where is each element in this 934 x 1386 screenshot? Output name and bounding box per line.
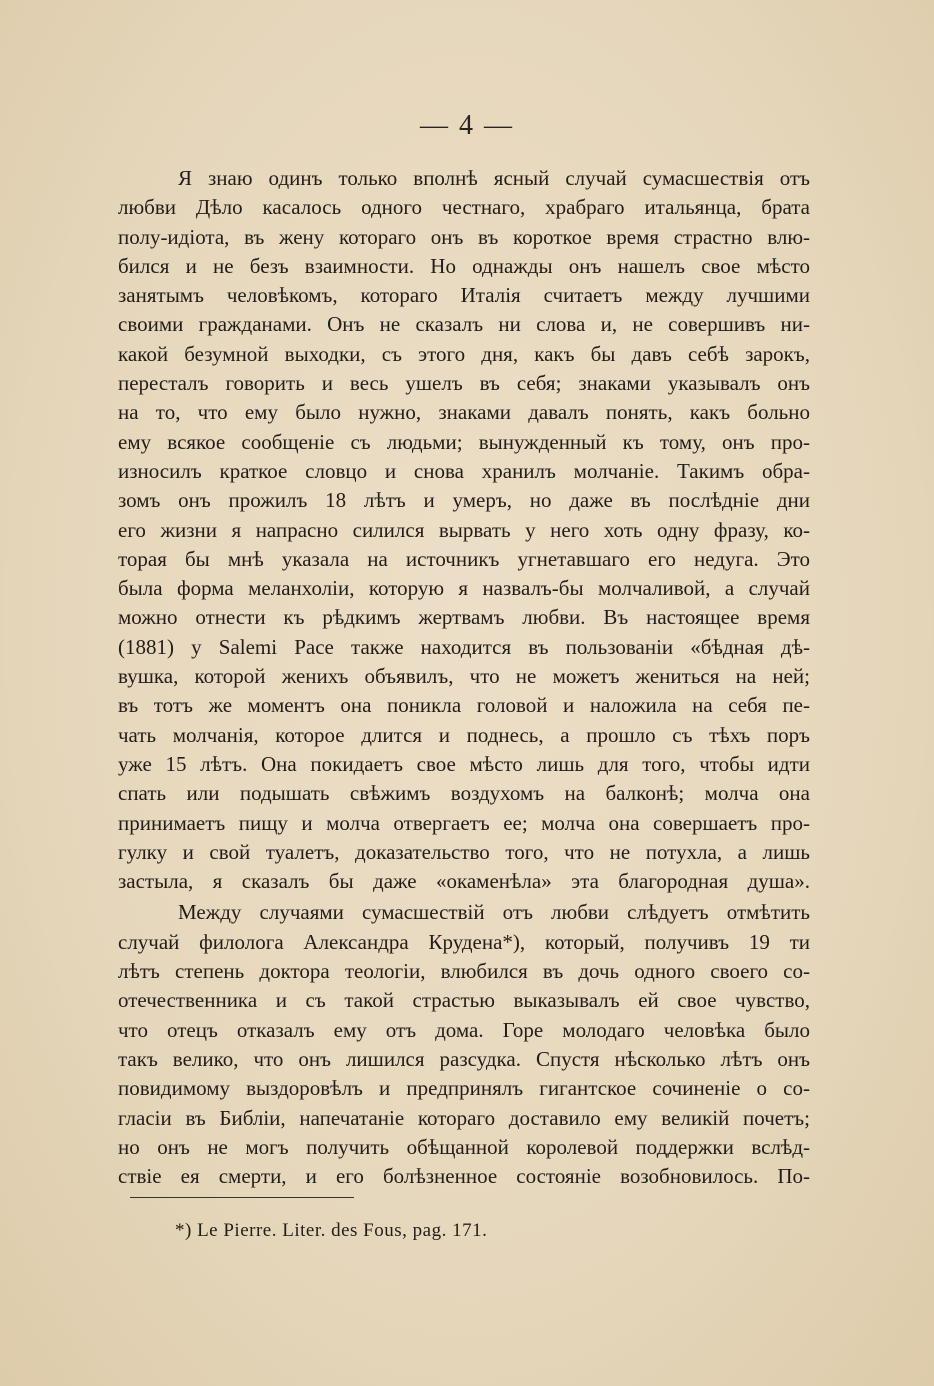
text-line: случай филолога Александра Крудена*), который, получивъ 19 ти <box>118 929 810 954</box>
paragraph-2 <box>118 898 810 1191</box>
text-line: (1881) у Salemi Pace также находится въ пользованіи «бѣдная дѣ- <box>118 634 810 659</box>
text-line: лѣтъ степень доктора теологіи, влюбился въ дочь одного своего со- <box>118 959 810 984</box>
text-line: застыла, я сказалъ бы даже «окаменѣла» эта благородная душа». <box>118 869 810 894</box>
text-line: зомъ онъ прожилъ 18 лѣтъ и умеръ, но даже въ послѣдніе дни <box>118 488 810 513</box>
text-line: пересталъ говорить и весь ушелъ въ себя; знаками указывалъ онъ <box>118 371 810 396</box>
footnote-divider <box>130 1197 354 1198</box>
text-line: но онъ не могъ получить обѣщанной королевой поддержки вслѣд- <box>118 1134 810 1159</box>
text-line: повидимому выздоровѣлъ и предпринялъ гигантское сочиненіе о со- <box>118 1076 810 1101</box>
text-line: полу-идіота, въ жену котораго онъ въ короткое время страстно влю- <box>118 224 810 249</box>
text-line: ствіе ея смерти, и его болѣзненное состояніе возобновилось. По- <box>118 1164 810 1189</box>
text-line: отечественника и съ такой страстью выказывалъ ей свое чувство, <box>118 988 810 1013</box>
text-line: бился и не безъ взаимности. Но однажды онъ нашелъ свое мѣсто <box>118 253 810 278</box>
paragraph-1 <box>118 164 810 896</box>
text-line: гласіи въ Библіи, напечатаніе котораго доставило ему великій почетъ; <box>118 1105 810 1130</box>
body-text <box>118 164 810 1191</box>
text-line: занятымъ человѣкомъ, котораго Италія считаетъ между лучшими <box>118 283 810 308</box>
text-line: его жизни я напрасно силился вырвать у него хоть одну фразу, ко- <box>118 517 810 542</box>
text-line: на то, что ему было нужно, знаками давалъ понять, какъ больно <box>118 400 810 425</box>
text-line: принимаетъ пищу и молча отвергаетъ ее; молча она совершаетъ про- <box>118 810 810 835</box>
text-line: какой безумной выходки, съ этого дня, какъ бы давъ себѣ зарокъ, <box>118 341 810 366</box>
text-line: вушка, которой женихъ объявилъ, что не можетъ жениться на ней; <box>118 664 810 689</box>
page-number: — 4 — <box>420 110 514 141</box>
text-line: уже 15 лѣтъ. Она покидаетъ свое мѣсто лишь для того, чтобы идти <box>118 751 810 776</box>
footnote: *) Le Pierre. Liter. des Fous, pag. 171. <box>175 1220 488 1241</box>
text-line: была форма меланхоліи, которую я назвалъ-бы молчаливой, а случай <box>118 576 810 601</box>
text-line: ему всякое сообщеніе съ людьми; вынужденный къ тому, онъ про- <box>118 429 810 454</box>
text-line: чать молчанія, которое длится и поднесь, а прошло съ тѣхъ поръ <box>118 722 810 747</box>
text-line: можно отнести къ рѣдкимъ жертвамъ любви. Въ настоящее время <box>118 605 810 630</box>
text-line: спать или подышать свѣжимъ воздухомъ на балконѣ; молча она <box>118 781 810 806</box>
text-line: своими гражданами. Онъ не сказалъ ни слова и, не совершивъ ни- <box>118 312 810 337</box>
text-line: Я знаю одинъ только вполнѣ ясный случай сумасшествія отъ <box>178 166 810 190</box>
text-line: такъ велико, что онъ лишился разсудка. Спустя нѣсколько лѣтъ онъ <box>118 1046 810 1071</box>
text-line: Между случаями сумасшествій отъ любви слѣдуетъ отмѣтить <box>178 900 810 925</box>
text-line: въ тотъ же моментъ она поникла головой и наложила на себя пе- <box>118 693 810 718</box>
text-line: износилъ краткое словцо и снова хранилъ молчаніе. Такимъ обра- <box>118 458 810 483</box>
text-line: что отецъ отказалъ ему отъ дома. Горе молодаго человѣка было <box>118 1017 810 1042</box>
text-line: любви Дѣло касалось одного честнаго, храбраго итальянца, брата <box>118 195 810 220</box>
text-line: гулку и свой туалетъ, доказательство того, что не потухла, а лишь <box>118 839 810 864</box>
text-line: торая бы мнѣ указала на источникъ угнетавшаго его недуга. Это <box>118 546 810 571</box>
